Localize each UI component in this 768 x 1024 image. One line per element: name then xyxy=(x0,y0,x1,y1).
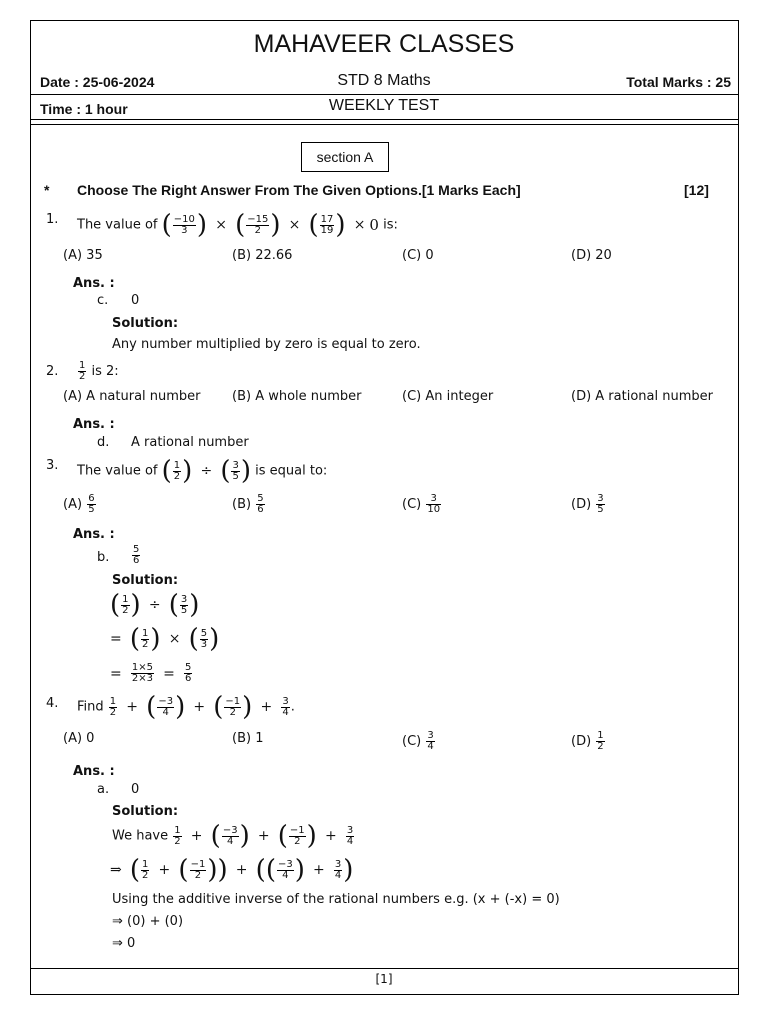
option-d: (D) A rational number xyxy=(571,389,713,404)
option-c: (C) An integer xyxy=(402,389,494,404)
answer-value: A rational number xyxy=(131,435,249,450)
answer-letter: a. xyxy=(97,782,110,797)
answer-value: 0 xyxy=(131,782,140,797)
option-a: (A) 35 xyxy=(63,248,103,263)
question-2-text: $\frac{1}{2}$ is 2: xyxy=(79,360,119,382)
header-divider xyxy=(31,94,738,95)
option-d: (D) $\frac{1}{2}$ xyxy=(571,730,604,752)
class-subject: STD 8 Maths xyxy=(337,72,431,89)
section-instruction: Choose The Right Answer From The Given Options.[1 Marks Each] xyxy=(77,182,521,198)
solution-line-2: = ( $\frac{1}{2}$ ) × ( $\frac{5}{3}$ ) xyxy=(110,624,220,654)
option-a: (A) A natural number xyxy=(63,389,201,404)
option-b: (B) 22.66 xyxy=(232,248,293,263)
solution-line-4: ⇒ (0) + (0) xyxy=(112,914,184,929)
question-number: 4. xyxy=(46,696,59,711)
option-d: (D) $\frac{3}{5}$ xyxy=(571,493,604,515)
page-number: [1] xyxy=(375,972,393,986)
solution-line-3: = $\frac{1\times 5}{2\times 3}$ = $\frac{5}{6}$ xyxy=(110,662,192,684)
answer-letter: c. xyxy=(97,293,109,308)
footer-divider xyxy=(31,968,738,969)
option-c: (C) 0 xyxy=(402,248,434,263)
answer-label: Ans. : xyxy=(73,276,115,291)
answer-label: Ans. : xyxy=(73,417,115,432)
section-label: section A xyxy=(301,142,389,172)
answer-letter: b. xyxy=(97,550,110,565)
question-number: 3. xyxy=(46,458,59,473)
option-b: (B) $\frac{5}{6}$ xyxy=(232,493,264,515)
exam-time: Time : 1 hour xyxy=(40,101,128,117)
solution-line-1: We have $\frac{1}{2}$ + ( $\frac{-3}{4}$ ) + ( $\frac{-1}{2}$ ) + $\frac{3}{4}$ xyxy=(112,821,354,851)
solution-label: Solution: xyxy=(112,573,179,588)
option-c: (C) $\frac{3}{10}$ xyxy=(402,493,441,515)
header-divider-bottom xyxy=(31,124,738,125)
solution-line-2: ⇒ ( $\frac{1}{2}$ + ( $\frac{-1}{2}$ )) + (( $\frac{-3}{4}$ ) + $\frac{3}{4}$ ) xyxy=(110,855,354,885)
option-d: (D) 20 xyxy=(571,248,612,263)
question-4-text: Find $\frac{1}{2}$ + ( $\frac{-3}{4}$ ) + ( $\frac{-1}{2}$ ) + $\frac{3}{4}$ . xyxy=(77,692,295,722)
page-title: MAHAVEER CLASSES xyxy=(253,30,515,58)
answer-value: 0 xyxy=(131,293,140,308)
section-marks: [12] xyxy=(684,182,709,198)
solution-label: Solution: xyxy=(112,316,179,331)
solution-line-3: Using the additive inverse of the rational numbers e.g. (x + (-x) = 0) xyxy=(112,892,560,907)
question-1-text: The value of ( $\frac{-10}{3}$ ) × ( $\frac{-15}{2}$ ) × ( $\frac{17}{19}$ ) × 0 is: xyxy=(77,210,398,240)
answer-letter: d. xyxy=(97,435,110,450)
question-3-text: The value of ( $\frac{1}{2}$ ) ÷ ( $\frac{3}{5}$ ) is equal to: xyxy=(77,456,328,486)
test-type: WEEKLY TEST xyxy=(328,97,440,114)
solution-line-1: ( $\frac{1}{2}$ ) ÷ ( $\frac{3}{5}$ ) xyxy=(110,590,200,620)
solution-text: Any number multiplied by zero is equal to zero. xyxy=(112,337,421,352)
option-c: (C) $\frac{3}{4}$ xyxy=(402,730,434,752)
solution-label: Solution: xyxy=(112,804,179,819)
option-a: (A) 0 xyxy=(63,731,95,746)
answer-value: $\frac{5}{6}$ xyxy=(133,544,140,566)
option-b: (B) 1 xyxy=(232,731,264,746)
answer-label: Ans. : xyxy=(73,527,115,542)
instruction-bullet: * xyxy=(44,182,50,198)
header-divider-top xyxy=(31,119,738,120)
solution-line-5: ⇒ 0 xyxy=(112,936,136,951)
question-number: 1. xyxy=(46,212,59,227)
total-marks: Total Marks : 25 xyxy=(626,74,731,90)
exam-date: Date : 25-06-2024 xyxy=(40,74,155,90)
option-b: (B) A whole number xyxy=(232,389,362,404)
answer-label: Ans. : xyxy=(73,764,115,779)
question-number: 2. xyxy=(46,364,59,379)
option-a: (A) $\frac{6}{5}$ xyxy=(63,493,95,515)
